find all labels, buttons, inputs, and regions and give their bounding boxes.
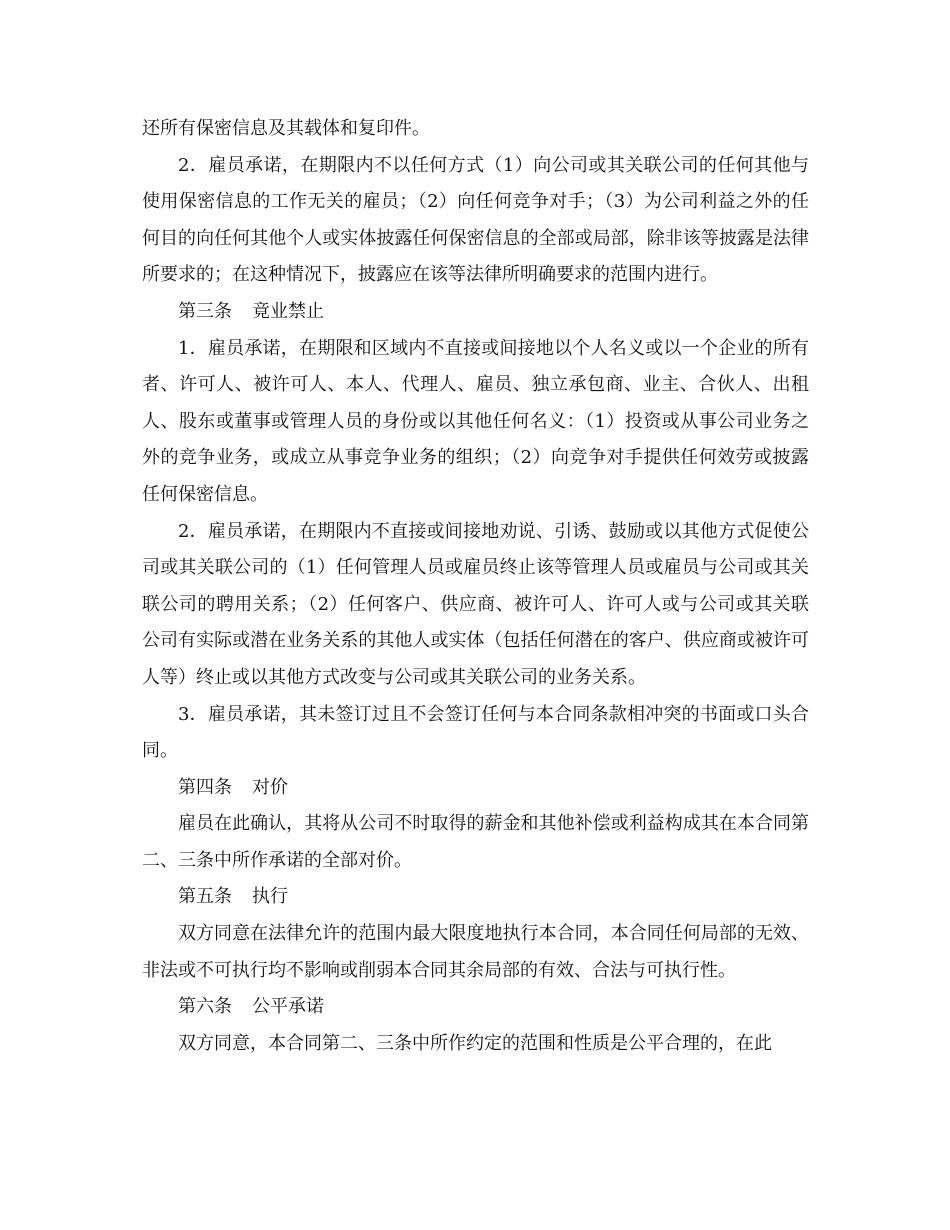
article-number: 第四条 bbox=[178, 776, 232, 798]
article-number: 第五条 bbox=[178, 886, 232, 908]
article-4-paragraph: 雇员在此确认，其将从公司不时取得的薪金和其他补偿或利益构成其在本合同第二、三条中所作承诺的全部对价。 bbox=[142, 813, 809, 871]
article-title: 公平承诺 bbox=[252, 996, 324, 1018]
article-6-paragraph: 双方同意，本合同第二、三条中所作约定的范围和性质是公平合理的，在此 bbox=[178, 1032, 772, 1054]
article-number: 第六条 bbox=[178, 996, 232, 1018]
clause-3-1-paragraph: 1．雇员承诺，在期限和区域内不直接或间接地以个人名义或以一个企业的所有者、许可人、被许可人、本人、代理人、雇员、独立承包商、业主、合伙人、出租人、股东或董事或管理人员的身份或以其他任何名义：（1）投资或从事公司业务之外的竞争业务，或成立从事竞争业务的组织；（2）向竞争对手提供任何效劳或披露任何保密信息。 bbox=[142, 337, 809, 505]
article-4-heading bbox=[142, 770, 809, 807]
article-title: 竟业禁止 bbox=[252, 300, 324, 322]
article-5-paragraph: 双方同意在法律允许的范围内最大限度地执行本合同，本合同任何局部的无效、非法或不可执行均不影响或削弱本合同其余局部的有效、合法与可执行性。 bbox=[142, 923, 809, 981]
clause-2-2-paragraph: 2．雇员承诺，在期限内不以任何方式（1）向公司或其关联公司的任何其他与使用保密信息的工作无关的雇员；（2）向任何竞争对手；（3）为公司利益之外的任何目的向任何其他个人或实体披露任何保密信息的全部或局部，除非该等披露是法律所要求的；在这种情况下，披露应在该等法律所明确要求的范围内进行。 bbox=[142, 154, 809, 286]
continuation-paragraph: 还所有保密信息及其载体和复印件。 bbox=[142, 118, 430, 139]
article-title: 执行 bbox=[252, 886, 288, 908]
article-3-heading bbox=[142, 294, 809, 331]
clause-3-2-paragraph: 2．雇员承诺，在期限内不直接或间接地劝说、引诱、鼓励或以其他方式促使公司或其关联公司的（1）任何管理人员或雇员终止该等管理人员或雇员与公司或其关联公司的聘用关系；（2）任何客户、供应商、被许可人、许可人或与公司或其关联公司有实际或潜在业务关系的其他人或实体（包括任何潜在的客户、供应商或被许可人等）终止或以其他方式改变与公司或其关联公司的业务关系。 bbox=[142, 520, 809, 688]
document-body bbox=[142, 111, 809, 1062]
article-title: 对价 bbox=[252, 776, 288, 798]
article-6-heading bbox=[142, 989, 809, 1026]
article-5-heading bbox=[142, 879, 809, 916]
article-number: 第三条 bbox=[178, 300, 232, 322]
clause-3-3-paragraph: 3．雇员承诺，其未签订过且不会签订任何与本合同条款相冲突的书面或口头合同。 bbox=[142, 703, 809, 762]
